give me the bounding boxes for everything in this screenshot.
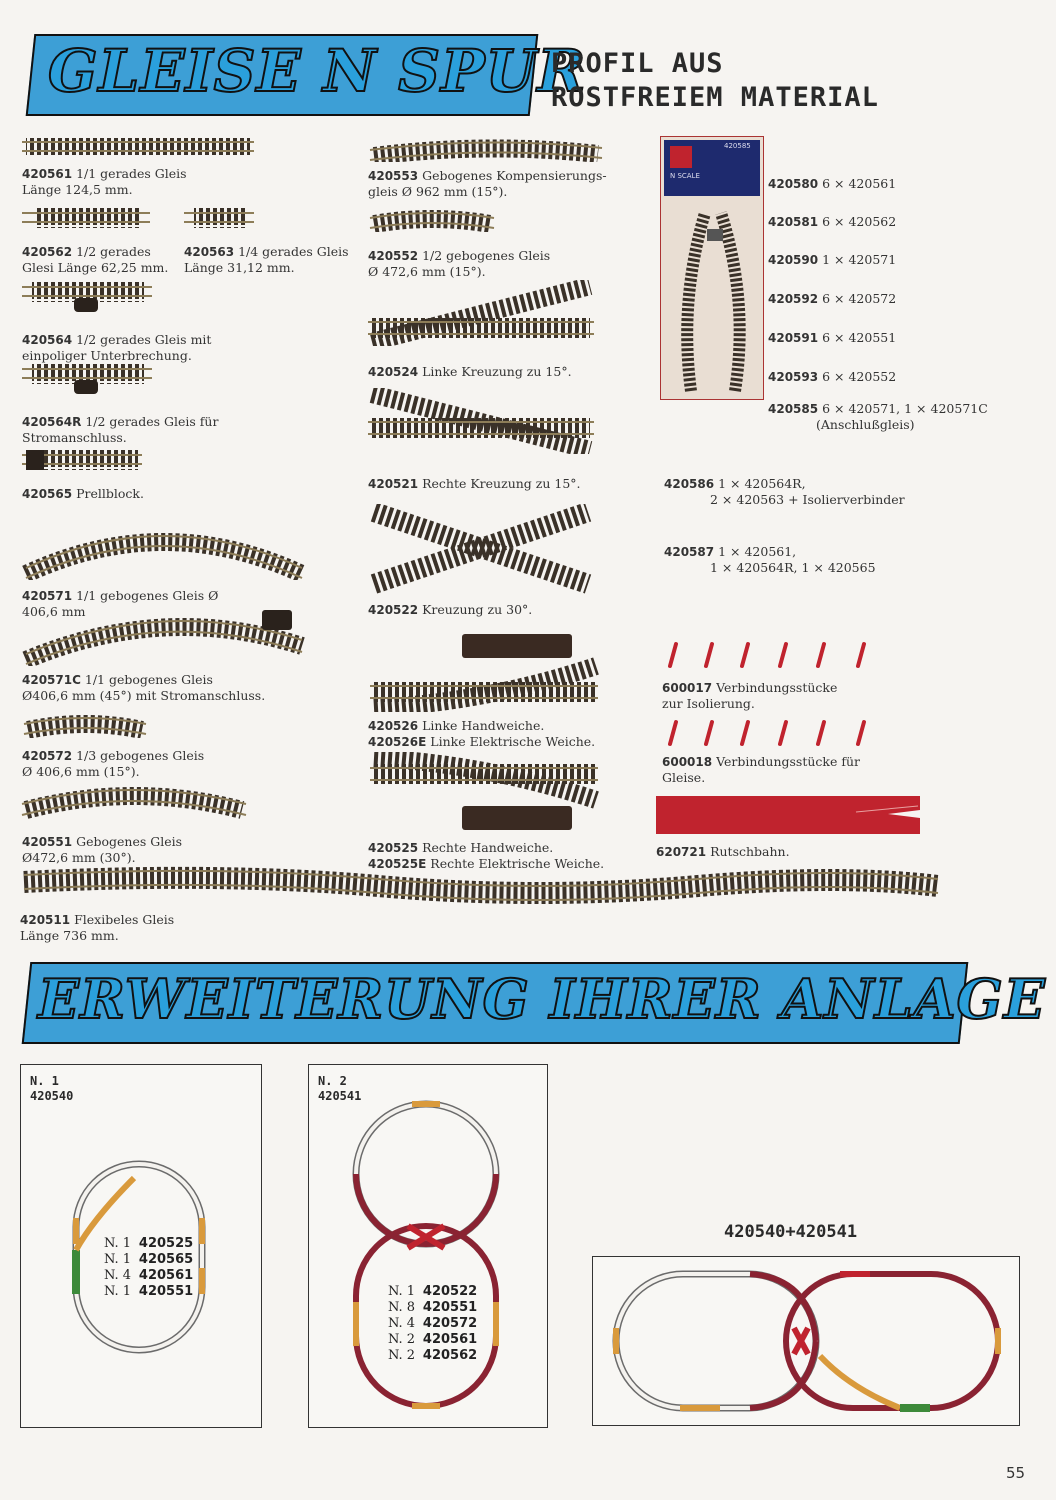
- isolation-connectors-image: [664, 640, 874, 670]
- item-420571c: 420571C 1/1 gebogenes Gleis Ø406,6 mm (45°) mit Stromanschluss.: [22, 672, 266, 703]
- brand-logo-icon: [670, 146, 692, 168]
- item-420562: 420562 1/2 gerades Glesi Länge 62,25 mm.: [22, 244, 169, 275]
- layout-2-diagram: [348, 1096, 504, 1414]
- track-420571c-image: [18, 606, 310, 666]
- item-420552: 420552 1/2 gebogenes Gleis Ø 472,6 mm (15°).: [368, 248, 551, 279]
- package-box-label: 420585: [724, 142, 751, 150]
- item-420521: 420521 Rechte Kreuzung zu 15°.: [368, 476, 581, 491]
- combo-diagram: [610, 1268, 1006, 1416]
- track-420526-image: [368, 632, 600, 712]
- track-420524-image: [368, 280, 594, 346]
- item-420511: 420511 Flexibeles Gleis Länge 736 mm.: [20, 912, 175, 943]
- item-420522: 420522 Kreuzung zu 30°.: [368, 602, 533, 617]
- page-number: 55: [1006, 1464, 1026, 1482]
- track-420522-image: [368, 504, 594, 594]
- set-420587: 420587 1 × 420561, 1 × 420564R, 1 × 420565: [664, 544, 876, 575]
- subtitle-line-2: ROSTFREIEM MATERIAL: [551, 82, 879, 113]
- page-title: GLEISE N SPUR: [48, 37, 587, 105]
- track-420564r-image: [22, 362, 152, 396]
- track-420572-image: [22, 708, 148, 738]
- package-track-drawing: [665, 201, 759, 395]
- track-420563-image: [184, 206, 254, 230]
- set-420586: 420586 1 × 420564R, 2 × 420563 + Isolierverbinder: [664, 476, 905, 507]
- item-420524: 420524 Linke Kreuzung zu 15°.: [368, 364, 572, 379]
- track-420564-image: [22, 280, 152, 314]
- subtitle-line-1: PROFIL AUS: [551, 48, 724, 79]
- track-420511-image: [18, 864, 944, 914]
- item-600017: 600017 Verbindungsstücke zur Isolierung.: [662, 680, 838, 711]
- package-list: 420580 6 × 420561 420581 6 × 420562 420590 1 × 420571 420592 6 × 420572 420591 6 × 420551 420593 6 × 420552 420585 6 × 420571, 1 × 420571C (Anschlußgleis): [768, 176, 988, 432]
- item-420565: 420565 Prellblock.: [22, 486, 144, 501]
- track-420552-image: [368, 204, 496, 232]
- combo-title: 420540+420541: [724, 1222, 858, 1242]
- track-420551-image: [20, 782, 248, 822]
- track-420521-image: [368, 388, 594, 454]
- slide-image: [656, 796, 920, 834]
- item-420571: 420571 1/1 gebogenes Gleis Ø 406,6 mm: [22, 588, 219, 619]
- item-420572: 420572 1/3 gebogenes Gleis Ø 406,6 mm (15°).: [22, 748, 205, 779]
- package-brand-text: N SCALE: [670, 172, 700, 180]
- item-420563: 420563 1/4 gerades Gleis Länge 31,12 mm.: [184, 244, 349, 275]
- layout-1-parts: N. 1 420525 N. 1 420565 N. 4 420561 N. 1 420551: [104, 1236, 194, 1299]
- package-header: [664, 140, 760, 196]
- item-620721: 620721 Rutschbahn.: [656, 844, 790, 859]
- track-420553-image: [368, 134, 604, 162]
- item-600018: 600018 Verbindungsstücke für Gleise.: [662, 754, 861, 785]
- package-blister-image: [660, 136, 764, 400]
- track-420571-image: [18, 520, 310, 580]
- track-420561-image: [22, 136, 254, 158]
- layout-1-title: N. 1 420540: [30, 1074, 74, 1103]
- item-420564: 420564 1/2 gerades Gleis mit einpoliger Unterbrechung.: [22, 332, 212, 363]
- track-420525-image: [368, 752, 600, 832]
- track-420562-image: [22, 206, 150, 230]
- rail-connectors-image: [664, 718, 874, 748]
- layout-2-title: N. 2 420541: [318, 1074, 362, 1103]
- item-420525: 420525 Rechte Handweiche. 420525E Rechte Elektrische Weiche.: [368, 840, 605, 871]
- layout-2-parts: N. 1 420522 N. 8 420551 N. 4 420572 N. 2 420561 N. 2 420562: [388, 1284, 478, 1363]
- item-420553: 420553 Gebogenes Kompensierungs- gleis Ø 962 mm (15°).: [368, 168, 607, 199]
- track-420565-image: [22, 448, 142, 474]
- section-2-title: ERWEITERUNG IHRER ANLAGE: [38, 967, 1046, 1031]
- item-420526: 420526 Linke Handweiche. 420526E Linke Elektrische Weiche.: [368, 718, 596, 749]
- item-420564r: 420564R 1/2 gerades Gleis für Stromanschluss.: [22, 414, 219, 445]
- item-420551: 420551 Gebogenes Gleis Ø472,6 mm (30°).: [22, 834, 183, 865]
- item-420561: 420561 1/1 gerades Gleis Länge 124,5 mm.: [22, 166, 187, 197]
